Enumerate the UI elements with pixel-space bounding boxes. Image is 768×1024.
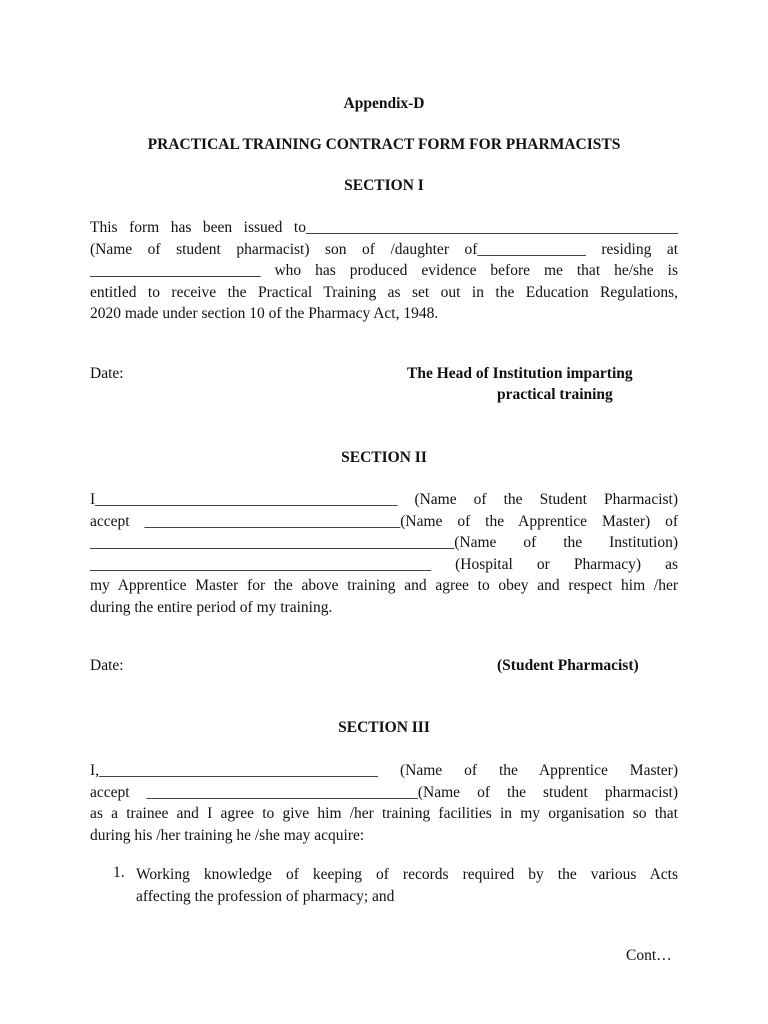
section-1-line: This form has been issued to________________________________________________ — [90, 219, 678, 236]
section-1-paragraph — [90, 217, 678, 325]
section-3-heading: SECTION III — [338, 719, 430, 736]
section-2-paragraph — [90, 489, 678, 618]
section-1-line: 2020 made under section 10 of the Pharmacy Act, 1948. — [90, 305, 439, 322]
section-2-line: ____________________________________________ (Hospital or Pharmacy) as — [90, 555, 678, 573]
section-2-heading: SECTION II — [341, 449, 427, 466]
section-3-line: accept ___________________________________(Name of the student pharmacist) — [90, 783, 678, 801]
section-3-line: during his /her training he /she may acquire: — [90, 826, 365, 844]
section-1-signatory-line-1: The Head of Institution imparting — [407, 365, 633, 382]
section-1-signatory-line-2: practical training — [497, 386, 613, 403]
section-3-line: I,____________________________________ (Name of the Apprentice Master) — [90, 762, 678, 779]
section-3-line: as a trainee and I agree to give him /her training facilities in my organisation so that — [90, 805, 678, 822]
continued-note: Cont… — [626, 947, 672, 964]
form-title: PRACTICAL TRAINING CONTRACT FORM FOR PHARMACISTS — [147, 136, 621, 153]
list-item-line: affecting the profession of pharmacy; and — [136, 887, 395, 905]
list-item — [136, 864, 678, 907]
section-3-paragraph — [90, 760, 678, 846]
section-2-line: accept _________________________________(Name of the Apprentice Master) of — [90, 512, 678, 530]
section-1-date-label: Date: — [90, 365, 124, 382]
list-item-number: 1. — [113, 864, 125, 881]
section-2-line: my Apprentice Master for the above training and agree to obey and respect him /her — [90, 577, 678, 594]
list-item-line: Working knowledge of keeping of records required by the various Acts — [136, 866, 678, 883]
section-1-line: (Name of student pharmacist) son of /daughter of______________ residing at — [90, 240, 678, 258]
section-1-line: ______________________ who has produced evidence before me that he/she is — [90, 262, 678, 279]
section-2-line: I_______________________________________ (Name of the Student Pharmacist) — [90, 491, 678, 508]
section-2-date-label: Date: — [90, 657, 124, 674]
section-2-line: during the entire period of my training. — [90, 598, 333, 616]
section-2-signatory: (Student Pharmacist) — [497, 657, 639, 674]
appendix-title: Appendix-D — [343, 95, 425, 112]
section-2-line: _______________________________________________(Name of the Institution) — [90, 534, 678, 551]
section-1-heading: SECTION I — [344, 177, 424, 194]
section-1-line: entitled to receive the Practical Training as set out in the Education Regulations, — [90, 283, 678, 301]
